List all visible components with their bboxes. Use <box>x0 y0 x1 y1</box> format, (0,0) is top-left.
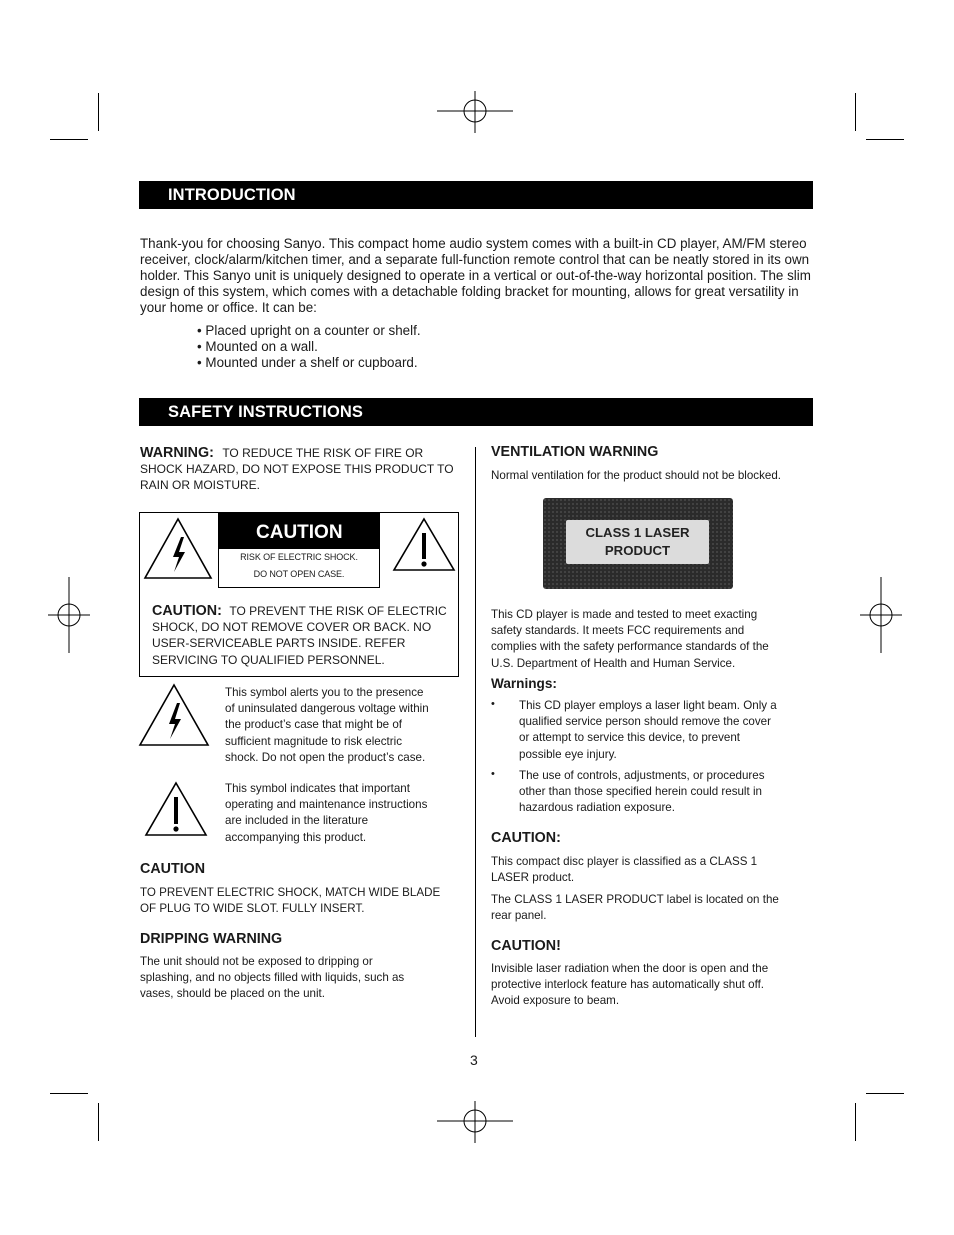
caution-label: CAUTION: <box>152 603 222 619</box>
text-line: or attempt to service this device, to prevent <box>519 731 741 745</box>
text-line: protective interlock feature has automatically shut off. <box>491 978 765 992</box>
caution-text: SHOCK, DO NOT REMOVE COVER OR BACK. NO <box>152 620 432 635</box>
registration-mark-bottom-icon <box>437 1101 515 1143</box>
warning-text: SHOCK HAZARD, DO NOT EXPOSE THIS PRODUCT TO <box>140 462 454 477</box>
list-item: • Placed upright on a counter or shelf. <box>197 323 421 338</box>
text-line: U.S. Department of Health and Human Service. <box>491 656 736 670</box>
column-divider <box>475 447 476 1037</box>
bullet-dot: • <box>491 768 495 780</box>
text-line: complies with the safety performance standards of the <box>491 640 769 654</box>
text-line: other than those specified herein could result in <box>519 785 762 799</box>
text-line: This symbol alerts you to the presence <box>225 686 424 699</box>
caution-box-text <box>152 603 457 668</box>
text-line: accompanying this product. <box>225 830 367 844</box>
caution-label-title: CAUTION <box>219 514 379 549</box>
laser-label-line: CLASS 1 LASER <box>585 525 690 540</box>
safety-heading: SAFETY INSTRUCTIONS <box>139 398 813 426</box>
text-line: This CD player employs a laser light beam. Only a <box>519 699 777 712</box>
list-item: • Mounted under a shelf or cupboard. <box>197 355 418 371</box>
bullet-dot: • <box>491 698 495 710</box>
warnings-heading: Warnings: <box>491 676 557 691</box>
text-line: The unit should not be exposed to dripping or <box>140 955 373 968</box>
text-line: TO PREVENT ELECTRIC SHOCK, MATCH WIDE BLADE <box>140 886 441 899</box>
caution-class-text <box>491 854 757 886</box>
caution-text: SERVICING TO QUALIFIED PERSONNEL. <box>152 652 385 667</box>
laser-label-line: PRODUCT <box>604 543 671 558</box>
ventilation-warning-heading: VENTILATION WARNING <box>491 444 659 460</box>
text-line: LASER product. <box>491 871 575 885</box>
list-item-text <box>519 768 811 817</box>
caution-invisible-heading: CAUTION! <box>491 938 561 954</box>
caution-label-line: DO NOT OPEN CASE. <box>253 569 345 579</box>
caution-plug-heading: CAUTION <box>140 861 206 877</box>
laser-label-plate <box>566 520 709 564</box>
cd-standards-text <box>491 607 769 672</box>
exclamation-warning-icon <box>392 517 456 572</box>
page-number: 3 <box>470 1052 478 1068</box>
warning-text: TO REDUCE THE RISK OF FIRE OR <box>222 446 424 460</box>
text-line: Invisible laser radiation when the door is open and the <box>491 962 769 975</box>
exclamation-symbol-icon <box>144 781 208 837</box>
warning-paragraph <box>140 445 470 494</box>
caution-text: TO PREVENT THE RISK OF ELECTRIC <box>229 604 447 618</box>
text-line: This compact disc player is classified as a CLASS 1 <box>491 855 758 868</box>
text-line: possible eye injury. <box>519 747 617 761</box>
caution-invisible-text <box>491 961 768 1010</box>
registration-mark-right-icon <box>858 577 904 655</box>
text-line: qualified service person should remove the cover <box>519 715 771 729</box>
text-line: hazardous radiation exposure. <box>519 801 675 815</box>
text-line: are included in the literature <box>225 814 369 828</box>
text-line: rear panel. <box>491 909 547 923</box>
text-line: Avoid exposure to beam. <box>491 994 620 1008</box>
caution-plug-text <box>140 885 440 917</box>
list-item: • Mounted on a wall. <box>197 339 318 355</box>
list-item-text <box>519 698 811 763</box>
text-line: shock. Do not open the product’s case. <box>225 750 426 764</box>
dripping-warning-text <box>140 954 404 1003</box>
lightning-symbol-icon <box>138 683 210 747</box>
caution-class-heading: CAUTION: <box>491 830 561 846</box>
introduction-body: Thank-you for choosing Sanyo. This compact home audio system comes with a built-in CD player, AM/FM stereo receiver, clock/alarm/kitchen timer, and a separate full-function remote control that can be neatly stored in its own holder. This Sanyo unit is uniquely designed to operate in a vertical or out-of-the-way horizontal position. The slim design of this system, which comes with a detachable folding bracket for mounting, allows for great versatility in your home or office. It can be: <box>140 236 811 316</box>
laser-product-label <box>543 498 733 589</box>
introduction-heading: INTRODUCTION <box>139 181 813 209</box>
text-line: vases, should be placed on the unit. <box>140 987 325 1001</box>
warning-label: WARNING: <box>140 445 214 461</box>
text-line: This CD player is made and tested to meet exacting <box>491 608 758 621</box>
lightning-warning-icon <box>143 517 213 580</box>
text-line: This symbol indicates that important <box>225 782 410 795</box>
warning-text: RAIN OR MOISTURE. <box>140 478 261 493</box>
caution-label-line: RISK OF ELECTRIC SHOCK. <box>240 552 358 562</box>
symbol-attention-description <box>225 781 465 846</box>
registration-mark-top-icon <box>437 91 515 133</box>
introduction-bullet-list <box>197 323 421 371</box>
text-line: The CLASS 1 LASER PRODUCT label is located on the <box>491 893 779 906</box>
caution-class-location-text <box>491 892 779 924</box>
dripping-warning-heading: DRIPPING WARNING <box>140 931 283 947</box>
caution-text: USER-SERVICEABLE PARTS INSIDE. REFER <box>152 636 406 651</box>
text-line: the product’s case that might be of <box>225 718 403 732</box>
symbol-shock-description <box>225 685 465 766</box>
text-line: of uninsulated dangerous voltage within <box>225 702 429 716</box>
text-line: sufficient magnitude to risk electric <box>225 734 402 748</box>
text-line: The use of controls, adjustments, or procedures <box>519 769 765 782</box>
text-line: splashing, and no objects filled with liquids, such as <box>140 971 405 985</box>
ventilation-warning-text: Normal ventilation for the product should not be blocked. <box>491 469 782 482</box>
text-line: operating and maintenance instructions <box>225 798 428 812</box>
text-line: safety standards. It meets FCC requirements and <box>491 624 745 638</box>
registration-mark-left-icon <box>46 577 92 655</box>
text-line: OF PLUG TO WIDE SLOT. FULLY INSERT. <box>140 902 365 916</box>
